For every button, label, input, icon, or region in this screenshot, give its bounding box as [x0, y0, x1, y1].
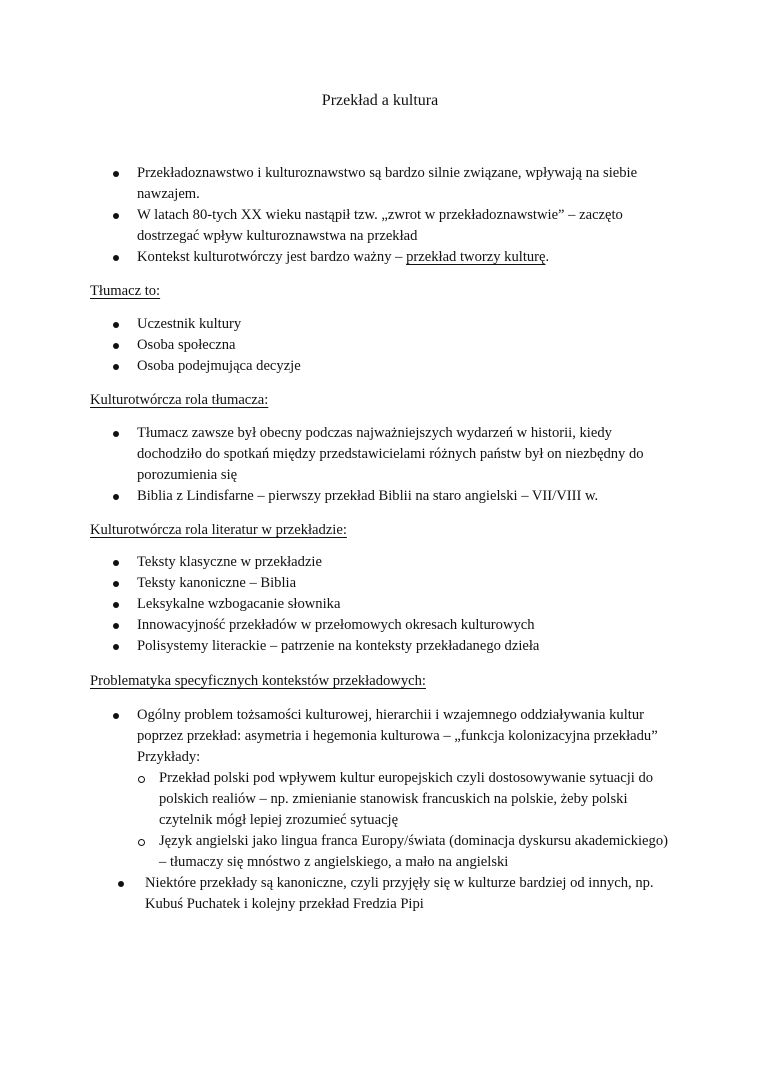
list-item: W latach 80-tych XX wieku nastąpił tzw. „zwrot w przekładoznawstwie” – zaczęto dostrzegać wpływ kulturoznawstwa na przekład [0, 205, 677, 247]
section1-list [0, 314, 760, 377]
bullet-icon [113, 431, 119, 437]
section-heading-rola-tlumacza: Kulturotwórcza rola tłumacza: [90, 392, 269, 408]
section-heading-tlumacz: Tłumacz to: [90, 283, 161, 299]
list-item: Leksykalne wzbogacanie słownika [0, 594, 677, 615]
list-item: Teksty klasyczne w przekładzie [0, 552, 677, 573]
list-item: Osoba społeczna [0, 335, 677, 356]
bullet-icon [113, 213, 119, 219]
list-item: Niektóre przekłady są kanoniczne, czyli przyjęły się w kulturze bardziej od innych, np. Kubuś Puchatek i kolejny przekład Fredzia Pipi [0, 873, 675, 915]
list-item: Uczestnik kultury [0, 314, 677, 335]
section4-list-continued [0, 873, 760, 915]
section1-list-block [0, 314, 760, 377]
underlined-phrase: przekład tworzy kulturę [406, 249, 546, 265]
intro-list [0, 163, 760, 268]
bullet-icon [113, 255, 119, 261]
list-item: Kontekst kulturotwórczy jest bardzo ważny – przekład tworzy kulturę. [0, 247, 677, 268]
list-item: Język angielski jako lingua franca Europy/świata (dominacja dyskursu akademickiego) – tłumaczy się mnóstwo z angielskiego, a mało na angielski [137, 831, 669, 873]
list-item: Innowacyjność przekładów w przełomowych okresach kulturowych [0, 615, 677, 636]
section-heading-rola-literatur: Kulturotwórcza rola literatur w przekładzie: [90, 522, 347, 538]
hollow-bullet-icon [138, 776, 145, 783]
bullet-icon [113, 171, 119, 177]
section2-list [0, 423, 760, 507]
section2-list-block [0, 423, 760, 507]
examples-label: Przykłady: [137, 749, 201, 765]
bullet-icon [113, 343, 119, 349]
section4-list [0, 705, 760, 873]
section3-list-block [0, 552, 760, 657]
hollow-bullet-icon [138, 839, 145, 846]
bullet-icon [113, 322, 119, 328]
list-item: Przekładoznawstwo i kulturoznawstwo są bardzo silnie związane, wpływają na siebie nawzajem. [0, 163, 677, 205]
section3-list [0, 552, 760, 657]
bullet-icon [113, 602, 119, 608]
list-item: Tłumacz zawsze był obecny podczas najważniejszych wydarzeń w historii, kiedy dochodziło do spotkań między przedstawicielami różnych państw był on niezbędny do porozumienia się [0, 423, 677, 486]
bullet-icon [113, 364, 119, 370]
bullet-icon [113, 644, 119, 650]
examples-list [137, 768, 677, 873]
list-item: Przekład polski pod wpływem kultur europejskich czyli dostosowywanie sytuacji do polskich realiów – np. zmienianie stanowisk francuskich na polskie, żeby polski czytelnik mógł lepiej zrozumieć sytuację [137, 768, 669, 831]
list-item: Polisystemy literackie – patrzenie na konteksty przekładanego dzieła [0, 636, 677, 657]
bullet-icon [113, 494, 119, 500]
list-item: Osoba podejmująca decyzje [0, 356, 677, 377]
bullet-icon [113, 713, 119, 719]
intro-section [0, 163, 760, 268]
bullet-icon [113, 560, 119, 566]
bullet-icon [113, 623, 119, 629]
list-item: Teksty kanoniczne – Biblia [0, 573, 677, 594]
bullet-icon [113, 581, 119, 587]
section-heading-problematyka: Problematyka specyficznych kontekstów przekładowych: [90, 673, 426, 689]
page-title: Przekład a kultura [321, 92, 439, 109]
list-item: Ogólny problem tożsamości kulturowej, hierarchii i wzajemnego oddziaływania kultur poprzez przekład: asymetria i hegemonia kulturowa – „funkcja kolonizacyjna przekładu” Przykłady: Przekład polski pod wpływem kultur europejskich czyli dostosowywanie sytuacji do polskich realiów – np. zmienianie stanowisk francuskich na polskie, żeby polski czytelnik mógł lepiej zrozumieć sytuację Język angielski jako lingua franca Europy/świata (dominacja dyskursu akademickiego) – tłumaczy się mnóstwo z angielskiego, a mało na angielski [0, 705, 677, 873]
bullet-icon [118, 881, 124, 887]
list-item: Biblia z Lindisfarne – pierwszy przekład Biblii na staro angielski – VII/VIII w. [0, 486, 677, 507]
section4-list-block [0, 705, 760, 915]
